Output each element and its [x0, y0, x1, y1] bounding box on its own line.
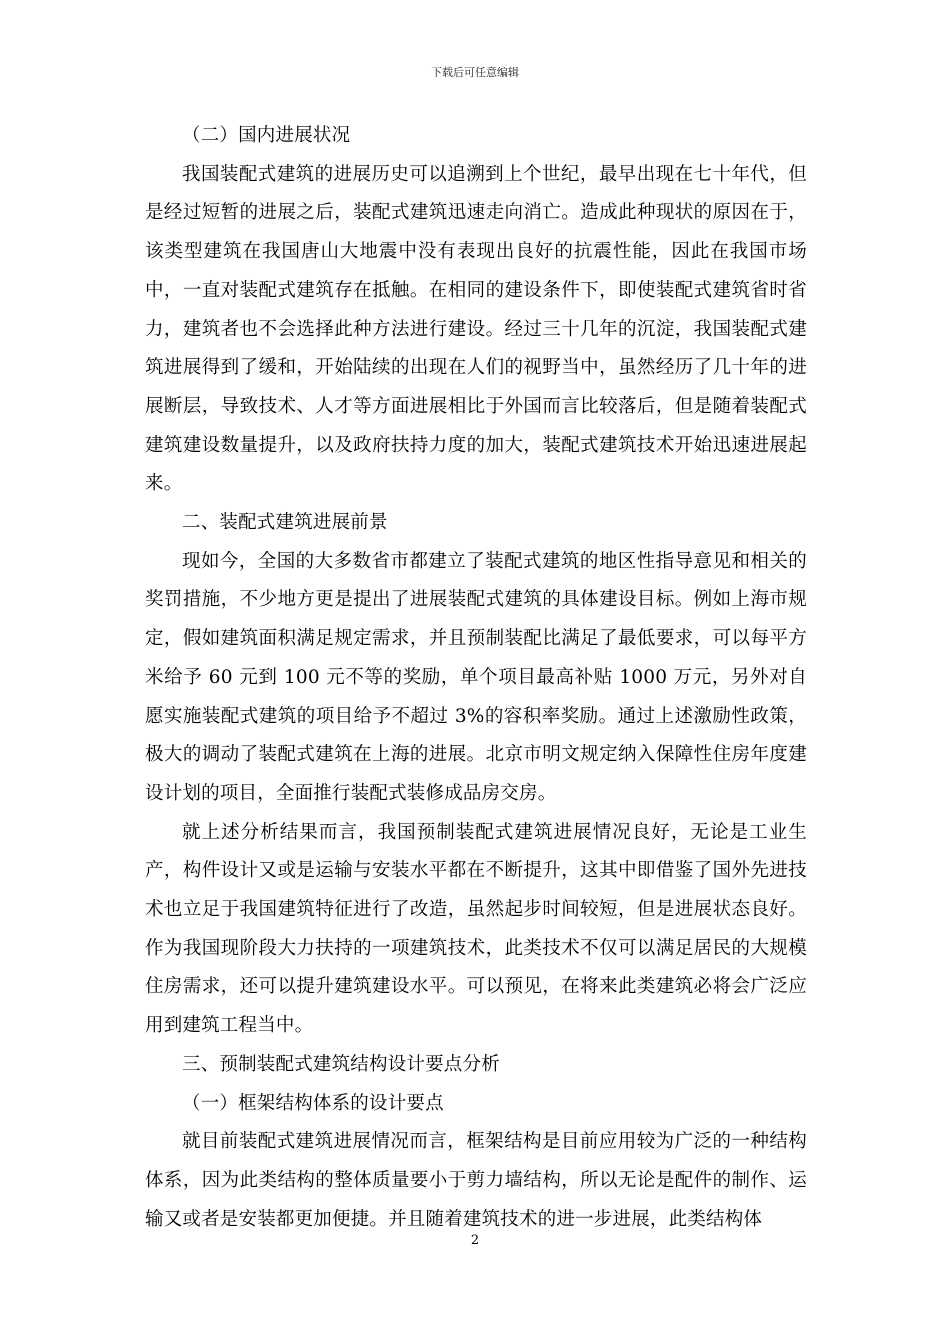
section-heading-prospects: 二、装配式建筑进展前景	[182, 512, 388, 534]
section-heading-design-points: 三、预制装配式建筑结构设计要点分析	[182, 1053, 500, 1075]
paragraph-local-policies: 现如今，全国的大多数省市都建立了装配式建筑的地区性指导意见和相关的奖罚措施，不少地方更是提出了进展装配式建筑的具体建设目标。例如上海市规定，假如建筑面积满足规定需求，并且预制装配比满足了最低要求，可以每平方米给予 60 元到 100 元不等的奖励，单个项目最高补贴 1000 万元，另外对自愿实施装配式建筑的项目给予不超过 3%的容积率奖励。通过上述激励性政策，极大的调动了装配式建筑在上海的进展。北京市明文规定纳入保障性住房年度建设计划的项目，全面推行装配式装修成品房交房。	[145, 550, 807, 804]
paragraph-frame-structure: 就目前装配式建筑进展情况而言，框架结构是目前应用较为广泛的一种结构体系，因为此类结构的整体质量要小于剪力墙结构，所以无论是配件的制作、运输又或者是安装都更加便捷。并且随着建筑技术的进一步进展，此类结构体	[145, 1131, 807, 1230]
page-number: 2	[470, 1233, 480, 1248]
document-body	[145, 117, 807, 1239]
paragraph-analysis-summary: 就上述分析结果而言，我国预制装配式建筑进展情况良好，无论是工业生产，构件设计又或是运输与安装水平都在不断提升，这其中即借鉴了国外先进技术也立足于我国建筑特征进行了改造，虽然起步时间较短，但是进展状态良好。作为我国现阶段大力扶持的一项建筑技术，此类技术不仅可以满足居民的大规模住房需求，还可以提升建筑建设水平。可以预见，在将来此类建筑必将会广泛应用到建筑工程当中。	[145, 821, 807, 1037]
page-header: 下载后可任意编辑	[431, 66, 519, 79]
section-heading-domestic-progress: （二）国内进展状况	[182, 125, 351, 146]
subsection-heading-frame-structure: （一）框架结构体系的设计要点	[182, 1092, 444, 1114]
paragraph-domestic-history: 我国装配式建筑的进展历史可以追溯到上个世纪，最早出现在七十年代，但是经过短暂的进展之后，装配式建筑迅速走向消亡。造成此种现状的原因在于，该类型建筑在我国唐山大地震中没有表现出良好的抗震性能，因此在我国市场中，一直对装配式建筑存在抵触。在相同的建设条件下，即使装配式建筑省时省力，建筑者也不会选择此种方法进行建设。经过三十几年的沉淀，我国装配式建筑进展得到了缓和，开始陆续的出现在人们的视野当中，虽然经历了几十年的进展断层，导致技术、人才等方面进展相比于外国而言比较落后，但是随着装配式建筑建设数量提升，以及政府扶持力度的加大，装配式建筑技术开始迅速进展起来。	[145, 163, 807, 495]
